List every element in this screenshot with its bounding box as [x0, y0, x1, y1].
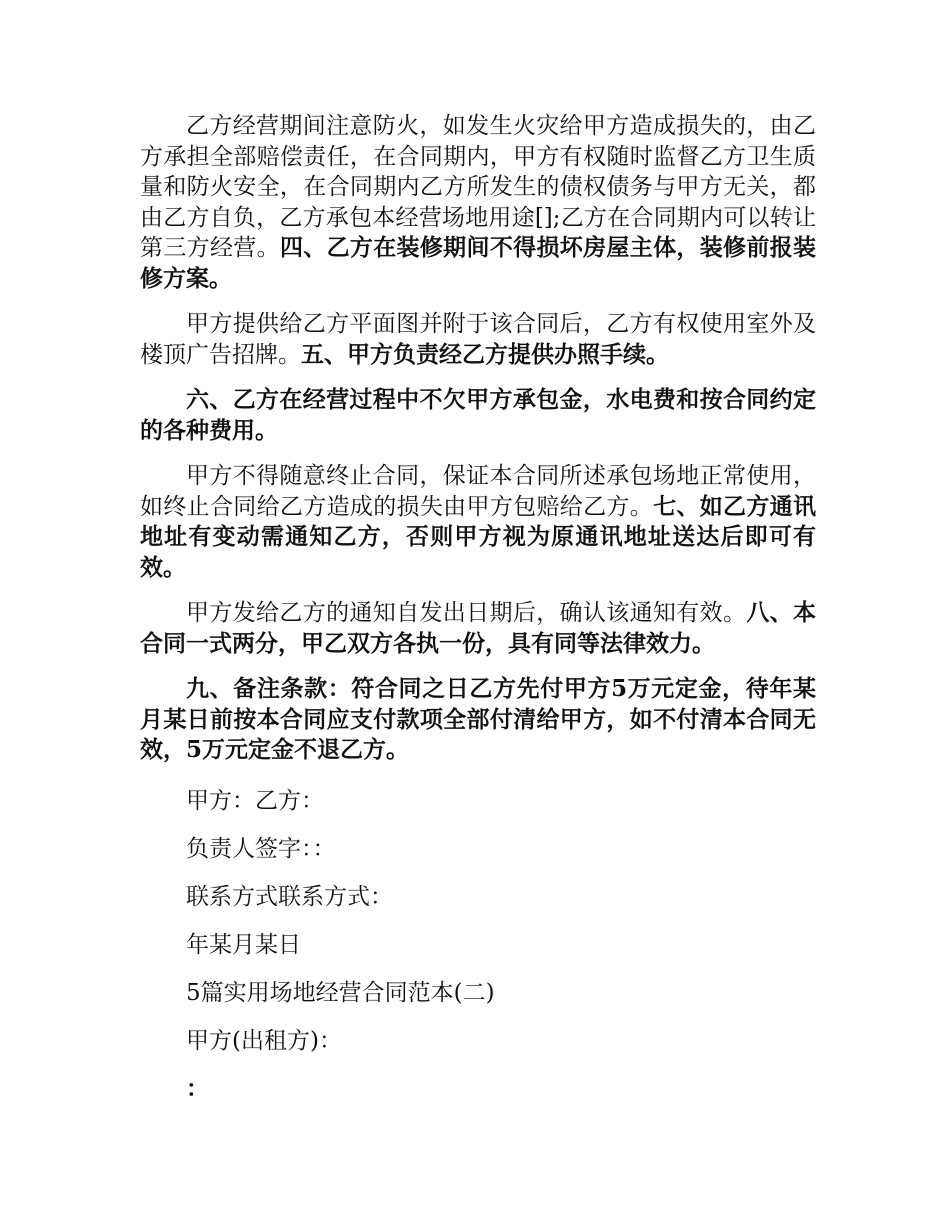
- paragraph-clause-6: [140, 385, 816, 446]
- trailing-colon: ：: [186, 1074, 209, 1102]
- lessor-label: 甲方(出租方)：: [186, 1027, 342, 1054]
- paragraph-text: 甲方提供给乙方平面图并附于该合同后，乙方有权使用室外及楼顶广告招牌。: [140, 311, 816, 368]
- second-contract-title: 5篇实用场地经营合同范本(二): [186, 979, 495, 1006]
- clause-9: 九、备注条款：符合同之日乙方先付甲方5万元定金，待年某月某日前按本合同应支付款项全部付清给甲方，如不付清本合同无效，5万元定金不退乙方。: [140, 675, 816, 763]
- signature-date: 年某月某日: [186, 931, 301, 958]
- document-body: [140, 111, 816, 1122]
- clause-8: 八、本合同一式两分，甲乙双方各执一份，具有同等法律效力。: [140, 599, 817, 657]
- paragraph-text: 甲方不得随意终止合同，保证本合同所述承包场地正常使用，如终止合同给乙方造成的损失由甲方包赔给乙方。: [140, 463, 816, 520]
- clause-6: 六、乙方在经营过程中不欠甲方承包金，水电费和按合同约定的各种费用。: [140, 386, 816, 444]
- clause-7: 七、如乙方通讯地址有变动需通知乙方，否则甲方视为原通讯地址送达后即可有效。: [140, 492, 817, 581]
- signature-responsible: 负责人签字：：: [186, 835, 336, 862]
- paragraph-remarks: [140, 674, 816, 766]
- paragraph-notice: [140, 598, 816, 659]
- paragraph-termination: [140, 461, 816, 583]
- paragraph-floor-plan: [140, 309, 816, 370]
- paragraph-text: 甲方发给乙方的通知自发出日期后，确认该通知有效。: [186, 600, 747, 626]
- signature-contact: 联系方式联系方式：: [186, 883, 393, 910]
- paragraph-text: 乙方经营期间注意防火，如发生火灾给甲方造成损失的，由乙方承担全部赔偿责任，在合同期内，甲方有权随时监督乙方卫生质量和防火安全，在合同期内乙方所发生的债权债务与甲方无关，都由乙方自负，乙方承包本经营场地用途[];乙方在合同期内可以转让第三方经营。: [140, 113, 816, 261]
- clause-5: 五、甲方负责经乙方提供办照手续。: [301, 340, 669, 368]
- clause-4: 四、乙方在装修期间不得损坏房屋主体，装修前报装修方案。: [140, 234, 817, 292]
- signature-parties: 甲方：乙方：: [186, 787, 324, 814]
- paragraph-fire-safety: [140, 111, 816, 294]
